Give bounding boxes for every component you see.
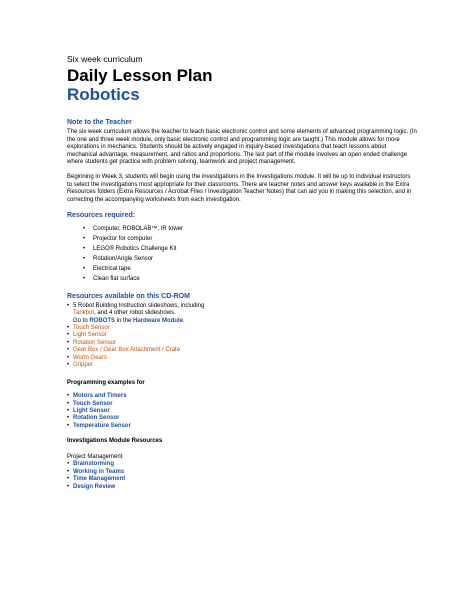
bullet-icon: • xyxy=(67,422,70,429)
investigations-heading: Investigations Module Resources xyxy=(67,438,163,445)
list-item[interactable] xyxy=(67,325,417,332)
programming-link[interactable]: Temperature Sensor xyxy=(73,422,131,429)
list-item[interactable] xyxy=(67,415,417,422)
list-item[interactable] xyxy=(67,423,417,430)
bullet-icon: • xyxy=(67,468,70,475)
list-item-label: Rotation/Angle Sensor xyxy=(93,256,154,263)
hardware-module-link[interactable]: Hardware Module xyxy=(133,317,184,324)
list-item[interactable] xyxy=(67,393,417,400)
list-item xyxy=(83,246,417,254)
bullet-icon: • xyxy=(83,256,86,263)
resources-heading: Resources required: xyxy=(67,212,136,220)
bullet-icon: • xyxy=(67,332,70,339)
list-item[interactable] xyxy=(67,362,417,369)
bullet-icon: • xyxy=(83,266,86,273)
project-management-label: Project Management xyxy=(67,453,123,460)
list-item xyxy=(83,266,417,274)
bullet-icon: • xyxy=(67,325,70,332)
list-item[interactable] xyxy=(67,355,417,362)
list-item-label: Clean flat surface xyxy=(93,276,140,283)
cdrom-slideshows-text xyxy=(73,303,204,325)
list-item xyxy=(83,256,417,264)
list-item[interactable] xyxy=(67,461,417,468)
bullet-icon: • xyxy=(67,415,70,422)
programming-link[interactable]: Light Sensor xyxy=(73,407,110,414)
bullet-icon: • xyxy=(67,407,70,414)
list-item[interactable] xyxy=(67,401,417,408)
bullet-icon: • xyxy=(67,354,70,361)
bullet-icon: • xyxy=(83,236,86,243)
investigations-link[interactable]: Working in Teams xyxy=(73,468,125,475)
note-heading: Note to the Teacher xyxy=(67,119,132,126)
programming-link[interactable]: Touch Sensor xyxy=(73,400,113,407)
cdrom-link[interactable]: Gear Box / Gear Box Attachment / Crate xyxy=(73,347,181,354)
list-item-label: Electrical tape xyxy=(93,266,131,273)
list-item-label: Computer, ROBOLAB™, IR tower xyxy=(93,226,184,233)
investigations-link[interactable]: Time Management xyxy=(73,476,126,483)
bullet-icon: • xyxy=(83,276,86,283)
cdrom-heading: Resources available on this CD-ROM xyxy=(67,292,190,300)
bullet-icon: • xyxy=(83,226,86,233)
list-item xyxy=(83,226,417,234)
tankbot-link[interactable]: Tankbot xyxy=(73,310,95,317)
programming-link[interactable]: Rotation Sensor xyxy=(73,415,120,422)
bullet-icon: • xyxy=(83,246,86,253)
bullet-icon: • xyxy=(67,476,70,483)
bullet-icon: • xyxy=(67,483,70,490)
programming-link[interactable]: Motors and Timers xyxy=(73,393,127,400)
goto-prefix: Go to xyxy=(73,317,90,324)
cdrom-list xyxy=(67,303,417,370)
list-item[interactable] xyxy=(67,476,417,483)
bullet-icon: • xyxy=(67,393,70,400)
slideshows-line: 5 Robot Building Instruction slideshows, including xyxy=(73,302,205,309)
investigations-link[interactable]: Design Review xyxy=(73,483,116,490)
note-paragraph-2: Beginning in Week 3, students will begin using the investigations in the Investigations module. It will be up to individual instructors to select the investigations most appropriate for their classrooms. There are teacher notes and answer keys available in the Extra Resources folders (Extra Resources / Acrobat Files / Investigation Teacher Notes) that can aid you in making this selection, and in correcting the accompanying worksheets from each investigation. xyxy=(67,173,412,203)
list-item[interactable] xyxy=(67,332,417,339)
goto-mid: in the xyxy=(115,317,134,324)
list-item[interactable] xyxy=(67,469,417,476)
list-item xyxy=(83,236,417,244)
list-item[interactable] xyxy=(67,408,417,415)
list-item[interactable] xyxy=(67,347,417,354)
investigations-list xyxy=(67,461,417,491)
list-item xyxy=(67,303,417,325)
cdrom-link[interactable]: Light Sensor xyxy=(73,332,107,339)
bullet-icon: • xyxy=(67,339,70,346)
cdrom-link[interactable]: Touch Sensor xyxy=(73,325,110,332)
page-title: Daily Lesson Plan xyxy=(67,66,213,85)
resources-list xyxy=(67,226,417,284)
cdrom-link[interactable]: Worm Gears xyxy=(73,354,107,361)
bullet-icon: • xyxy=(67,461,70,468)
curriculum-kicker: Six week curriculum xyxy=(67,54,143,64)
list-item xyxy=(83,276,417,284)
note-paragraph-1: The six week curriculum allows the teacher to teach basic electronic control and some elements of advanced programming logic. (In the one and three week module, only basic electronic control and programming logic are taught.) This module allows for more explorations in mechanics. Students should be actively engaged in inquiry-based investigations that teach lessons about mechanical advantage, measurement, and ratios and proportions. The last part of the module involves an open ended challenge where students get practice with problem solving, teamwork and project management. xyxy=(67,129,417,166)
programming-heading: Programming examples for xyxy=(67,379,145,386)
programming-list xyxy=(67,393,417,430)
list-item[interactable] xyxy=(67,340,417,347)
robots-link[interactable]: ROBOTS xyxy=(89,317,116,324)
page-subtitle: Robotics xyxy=(67,85,140,104)
list-item[interactable] xyxy=(67,484,417,491)
cdrom-link[interactable]: Gripper xyxy=(73,362,94,369)
goto-end: . xyxy=(183,317,185,324)
slideshows-line-2: , and 4 other robot slideshows. xyxy=(94,310,176,317)
bullet-icon: • xyxy=(67,302,70,309)
bullet-icon: • xyxy=(67,400,70,407)
bullet-icon: • xyxy=(67,362,70,369)
list-item-label: Projector for computer xyxy=(93,236,153,243)
investigations-link[interactable]: Brainstorming xyxy=(73,461,115,468)
list-item-label: LEGO® Robotics Challenge Kit xyxy=(93,246,177,253)
cdrom-link[interactable]: Rotation Sensor xyxy=(73,339,117,346)
bullet-icon: • xyxy=(67,347,70,354)
document-content xyxy=(67,54,417,499)
